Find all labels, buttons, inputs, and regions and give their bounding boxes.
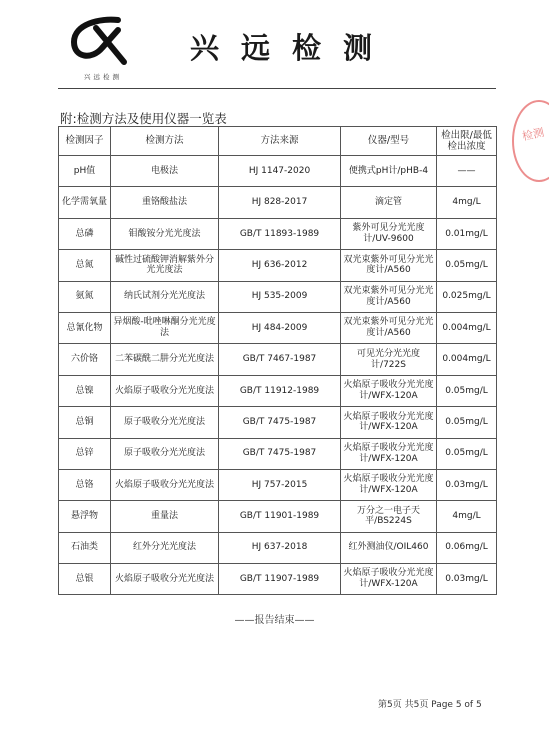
- table-cell: 总氰化物: [59, 312, 111, 343]
- table-cell: GB/T 11912-1989: [219, 375, 341, 406]
- table-cell: 火焰原子吸收分光光度法: [111, 469, 219, 500]
- table-cell: 总镍: [59, 375, 111, 406]
- table-cell: 滴定管: [341, 187, 437, 218]
- table-cell: 电极法: [111, 156, 219, 187]
- table-cell: 0.03mg/L: [437, 469, 497, 500]
- table-header-row: [59, 127, 497, 156]
- table-cell: 便携式pH计/pHB-4: [341, 156, 437, 187]
- table-cell: 化学需氧量: [59, 187, 111, 218]
- table-cell: 二苯碳酰二肼分光光度法: [111, 344, 219, 375]
- table-row: [59, 532, 497, 563]
- header-cell: 检出限/最低检出浓度: [437, 127, 497, 156]
- table-cell: HJ 484-2009: [219, 312, 341, 343]
- report-end: ——报告结束——: [234, 615, 315, 626]
- table-row: [59, 187, 497, 218]
- table-cell: ——: [437, 156, 497, 187]
- table-cell: 双光束紫外可见分光光度计/A560: [341, 312, 437, 343]
- table-cell: 0.004mg/L: [437, 312, 497, 343]
- table-cell: 火焰原子吸收分光光度计/WFX-120A: [341, 469, 437, 500]
- table-row: [59, 469, 497, 500]
- table-row: [59, 501, 497, 532]
- table-cell: 紫外可见分光光度计/UV-9600: [341, 218, 437, 249]
- table-cell: 纳氏试剂分光光度法: [111, 281, 219, 312]
- table-row: [59, 438, 497, 469]
- table-cell: 总铬: [59, 469, 111, 500]
- table-cell: 火焰原子吸收分光光度法: [111, 564, 219, 595]
- company-name: 兴远检测: [190, 31, 395, 65]
- table-cell: HJ 1147-2020: [219, 156, 341, 187]
- header-cell: 方法来源: [219, 127, 341, 156]
- table-cell: 0.05mg/L: [437, 250, 497, 281]
- table-cell: 重量法: [111, 501, 219, 532]
- table-row: [59, 344, 497, 375]
- table-cell: 0.01mg/L: [437, 218, 497, 249]
- company-logo-icon: [66, 14, 136, 66]
- table-cell: 双光束紫外可见分光光度计/A560: [341, 281, 437, 312]
- table-cell: 总锌: [59, 438, 111, 469]
- table-cell: pH值: [59, 156, 111, 187]
- table-cell: HJ 757-2015: [219, 469, 341, 500]
- table-cell: HJ 535-2009: [219, 281, 341, 312]
- table-cell: GB/T 7475-1987: [219, 407, 341, 438]
- table-cell: 石油类: [59, 532, 111, 563]
- header-divider: [58, 88, 496, 89]
- methods-table: [58, 126, 497, 595]
- table-cell: 氨氮: [59, 281, 111, 312]
- table-cell: 钼酸铵分光光度法: [111, 218, 219, 249]
- table-row: [59, 312, 497, 343]
- table-cell: HJ 637-2018: [219, 532, 341, 563]
- official-seal-stamp: [512, 100, 549, 182]
- table-cell: 火焰原子吸收分光光度计/WFX-120A: [341, 407, 437, 438]
- table-cell: GB/T 7467-1987: [219, 344, 341, 375]
- table-cell: GB/T 11901-1989: [219, 501, 341, 532]
- table-row: [59, 375, 497, 406]
- table-cell: 0.05mg/L: [437, 375, 497, 406]
- table-cell: 4mg/L: [437, 187, 497, 218]
- table-body: [59, 156, 497, 595]
- header-cell: 检测因子: [59, 127, 111, 156]
- table-cell: 火焰原子吸收分光光度计/WFX-120A: [341, 564, 437, 595]
- table-cell: 火焰原子吸收分光光度法: [111, 375, 219, 406]
- table-cell: 4mg/L: [437, 501, 497, 532]
- table-cell: 双光束紫外可见分光光度计/A560: [341, 250, 437, 281]
- header-cell: 检测方法: [111, 127, 219, 156]
- table-cell: 可见光分光光度计/722S: [341, 344, 437, 375]
- table-cell: 0.05mg/L: [437, 438, 497, 469]
- table-cell: 火焰原子吸收分光光度计/WFX-120A: [341, 375, 437, 406]
- logo-subtitle: 兴远检测: [84, 73, 122, 81]
- table-row: [59, 250, 497, 281]
- table-cell: HJ 636-2012: [219, 250, 341, 281]
- table-cell: 万分之一电子天平/BS224S: [341, 501, 437, 532]
- table-cell: GB/T 7475-1987: [219, 438, 341, 469]
- table-row: [59, 407, 497, 438]
- table-row: [59, 564, 497, 595]
- table-cell: 原子吸收分光光度法: [111, 407, 219, 438]
- document-title: 附:检测方法及使用仪器一览表: [60, 111, 227, 126]
- table-cell: 总磷: [59, 218, 111, 249]
- table-cell: 异烟酸-吡唑啉酮分光光度法: [111, 312, 219, 343]
- page-number: 第5页 共5页 Page 5 of 5: [378, 700, 482, 710]
- table-cell: 总铜: [59, 407, 111, 438]
- table-cell: 红外测油仪/OIL460: [341, 532, 437, 563]
- table-cell: GB/T 11907-1989: [219, 564, 341, 595]
- table-cell: 0.025mg/L: [437, 281, 497, 312]
- table-row: [59, 218, 497, 249]
- table-cell: 0.03mg/L: [437, 564, 497, 595]
- table-cell: GB/T 11893-1989: [219, 218, 341, 249]
- table-cell: 0.05mg/L: [437, 407, 497, 438]
- table-row: [59, 281, 497, 312]
- header-cell: 仪器/型号: [341, 127, 437, 156]
- table-cell: 总氮: [59, 250, 111, 281]
- table-cell: 六价铬: [59, 344, 111, 375]
- table-cell: 重铬酸盐法: [111, 187, 219, 218]
- table-cell: 火焰原子吸收分光光度计/WFX-120A: [341, 438, 437, 469]
- table-cell: HJ 828-2017: [219, 187, 341, 218]
- table-cell: 红外分光光度法: [111, 532, 219, 563]
- table-row: [59, 156, 497, 187]
- table-cell: 原子吸收分光光度法: [111, 438, 219, 469]
- table-cell: 总银: [59, 564, 111, 595]
- table-cell: 0.06mg/L: [437, 532, 497, 563]
- stamp-text: 检测: [520, 125, 546, 144]
- table-cell: 悬浮物: [59, 501, 111, 532]
- table-cell: 碱性过硫酸钾消解紫外分光光度法: [111, 250, 219, 281]
- table-cell: 0.004mg/L: [437, 344, 497, 375]
